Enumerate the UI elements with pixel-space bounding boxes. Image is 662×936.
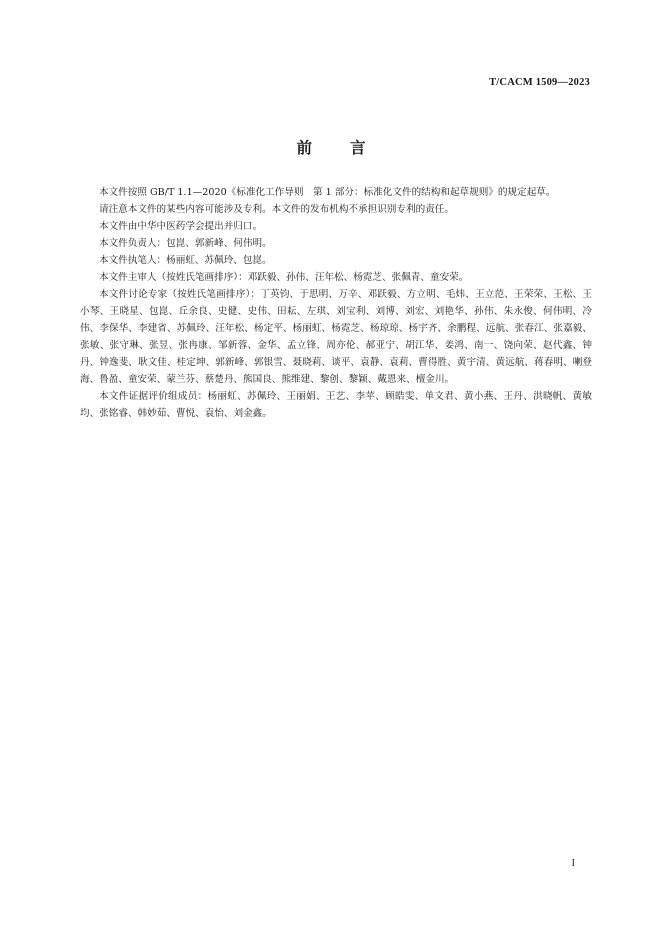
paragraph-drafting-rules: 本文件按照 GB/T 1.1—2020《标准化工作导则 第 1 部分：标准化文件的结构和起草规则》的规定起草。 [99,187,556,198]
paragraph-responsible-persons: 本文件负责人：包崑、郭新峰、何伟明。 [99,238,272,249]
paragraph-evidence-group: 本文件证据评价组成员：杨丽虹、苏佩玲、王丽娟、王艺、李苹、顾皓雯、单文君、黄小燕、王丹、洪晓帆、黄敏均、张铭睿、韩妙茹、曹悦、袁怡、刘金鑫。 [80,391,592,419]
paragraph-patent-notice: 请注意本文件的某些内容可能涉及专利。本文件的发布机构不承担识别专利的责任。 [99,204,454,215]
page-title: 前言 [296,139,404,157]
foreword-body [80,184,592,422]
paragraph-writers: 本文件执笔人：杨丽虹、苏佩玲、包崑。 [99,255,272,266]
paragraph-discussion-experts: 本文件讨论专家（按姓氏笔画排序）：丁英钧、于思明、万辛、邓跃毅、方立明、毛炜、王立范、王荣荣、王松、王小琴、王晓星、包崑、丘余良、史健、史伟、田耘、左琪、刘宝利、刘博、刘宏、刘艳华、孙伟、朱永俊、何伟明、冷伟、李保华、李建省、苏佩玲、汪年松、杨定平、杨丽虹、杨霓芝、杨琼琼、杨宇齐、余鹏程、远航、张春江、张嘉毅、张敏、张守琳、张昱、张冉康、邹新蓉、金华、孟立锋、周亦伦、郝亚宁、胡江华、姜鸿、南一、饶向荣、赵代鑫、钟丹、钟逸斐、耿文佳、桂定坤、郭新峰、郭银雪、聂晓莉、谈平、袁静、袁莉、曹得胜、黄宇清、黄远航、蒋春明、喇登海、鲁盈、童安荣、蒙兰芬、蔡楚丹、熊国良、熊维建、黎创、黎颖、戴恩来、檀金川。 [80,289,592,385]
page-number: I [571,858,575,869]
document-code: T/CACM 1509—2023 [489,77,590,88]
paragraph-chief-reviewers: 本文件主审人（按姓氏笔画排序）：邓跃毅、孙伟、汪年松、杨霓芝、张佩青、童安荣。 [99,272,469,283]
paragraph-proposer: 本文件由中华中医药学会提出并归口。 [99,221,263,232]
